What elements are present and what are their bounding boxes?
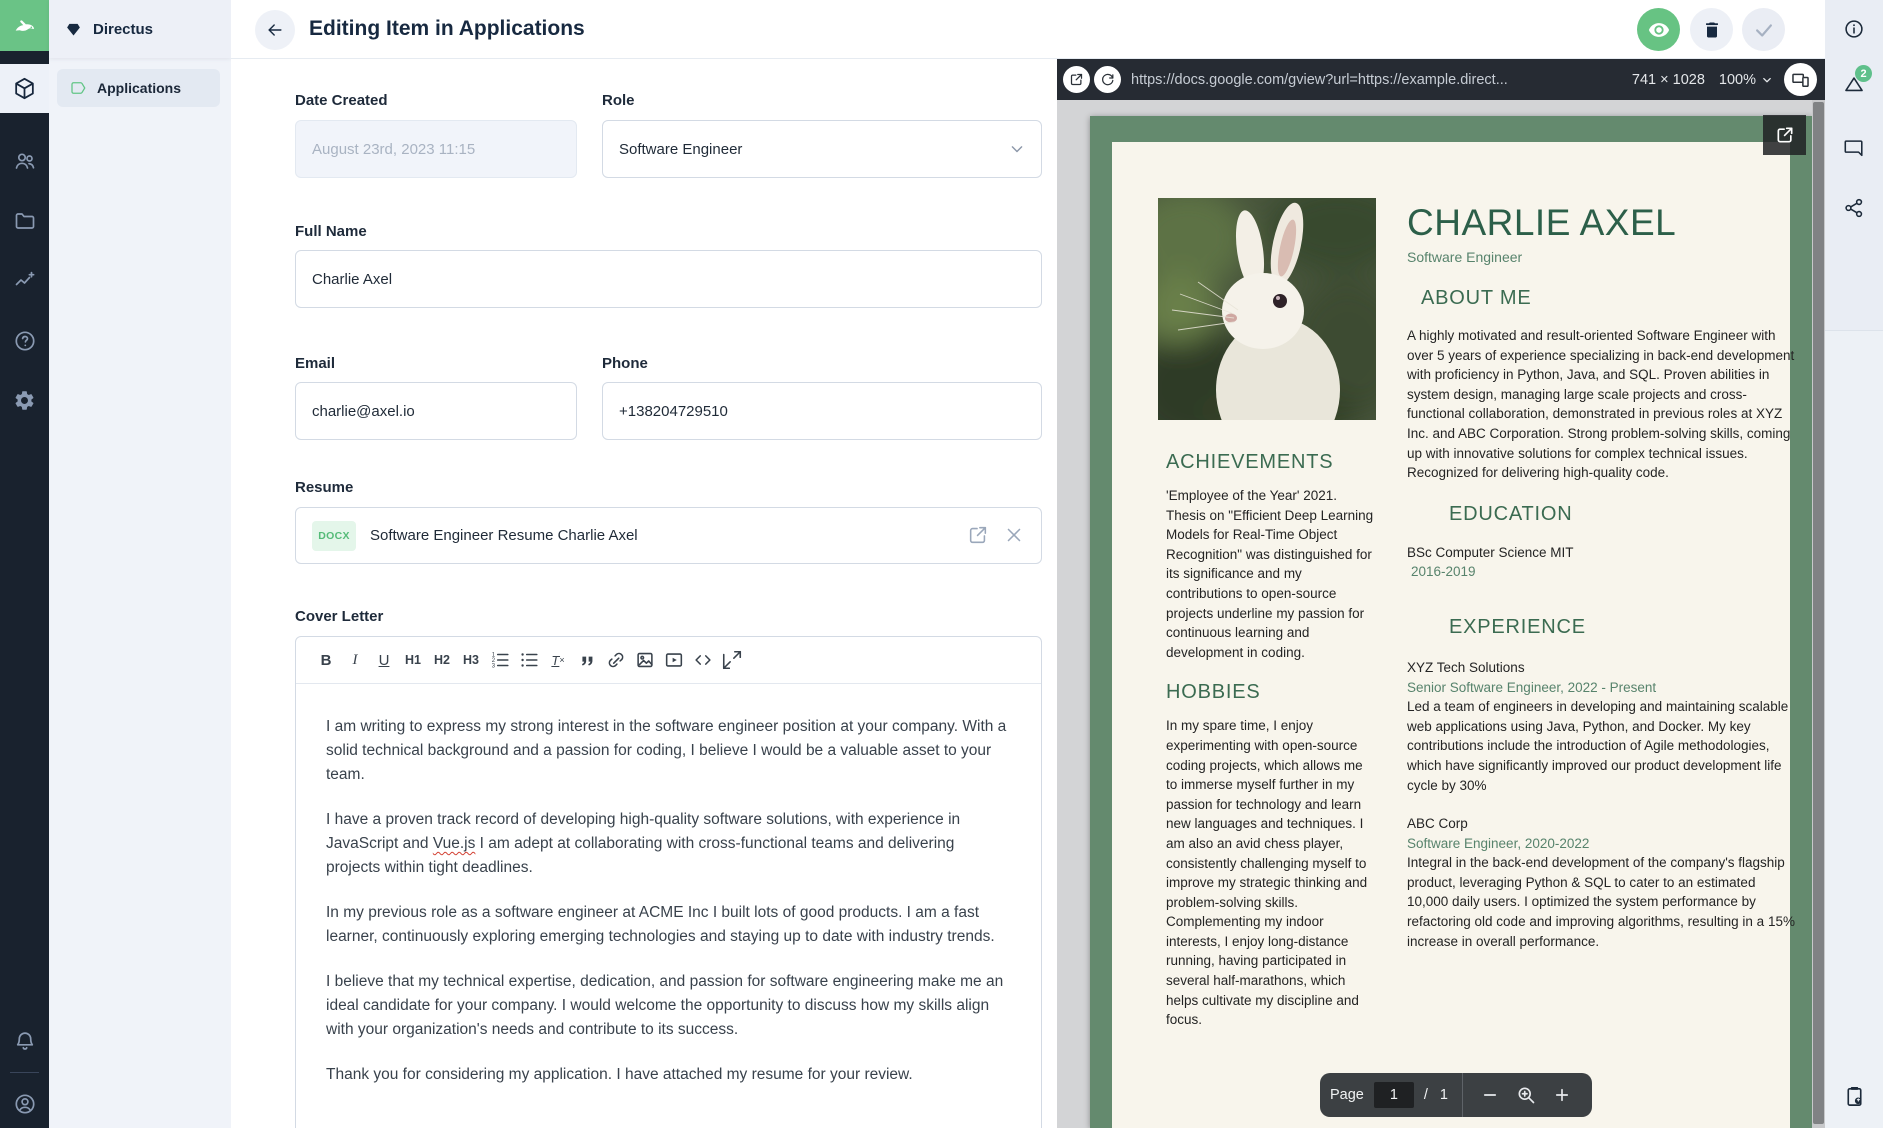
resume-job-title: Software Engineer xyxy=(1407,249,1523,265)
info-icon[interactable] xyxy=(1843,18,1865,40)
collection-tag-icon xyxy=(69,79,87,97)
project-diamond-icon xyxy=(65,21,82,38)
page-header xyxy=(231,0,1825,59)
preview-url-bar xyxy=(1057,59,1825,100)
experience-job xyxy=(1407,658,1799,795)
resume-page-content xyxy=(1112,142,1795,1128)
education-degree: BSc Computer Science MIT xyxy=(1407,544,1574,560)
email-input[interactable] xyxy=(295,382,577,440)
italic-button[interactable]: I xyxy=(343,648,367,672)
job-role-dates: Senior Software Engineer, 2022 - Present xyxy=(1407,679,1657,695)
resume-document-page xyxy=(1090,116,1812,1128)
pagebar-divider xyxy=(1462,1073,1463,1117)
email-label: Email xyxy=(295,355,336,372)
zoom-tool-icon[interactable] xyxy=(1511,1080,1541,1110)
cover-letter-editor xyxy=(295,636,1042,1128)
sidebar-item-applications[interactable] xyxy=(57,69,220,107)
responsive-devices-button[interactable] xyxy=(1784,63,1817,96)
date-created-field xyxy=(295,120,577,178)
phone-label: Phone xyxy=(602,355,648,372)
resume-file-name: Software Engineer Resume Charlie Axel xyxy=(370,527,638,544)
bold-button[interactable]: B xyxy=(314,648,338,672)
job-description: Led a team of engineers in developing and maintaining scalable web applications using Java, Python, and Docker. My key contributions include the introduction of Agile methodologies, which have significantly improved our product development life cycle by 30% xyxy=(1407,699,1789,793)
rabbit-logo-icon xyxy=(11,12,39,40)
job-company: XYZ Tech Solutions xyxy=(1407,659,1525,675)
resume-label: Resume xyxy=(295,479,354,496)
role-select[interactable] xyxy=(602,120,1042,178)
scrollbar-thumb[interactable] xyxy=(1813,102,1824,1124)
video-icon[interactable] xyxy=(662,648,686,672)
module-content[interactable] xyxy=(0,64,49,113)
svg-text:1: 1 xyxy=(491,652,496,659)
zoom-out-icon[interactable] xyxy=(1475,1080,1505,1110)
open-file-icon[interactable] xyxy=(967,524,989,546)
editor-toolbar xyxy=(296,637,1041,684)
job-role-dates: Software Engineer, 2020-2022 xyxy=(1407,835,1590,851)
module-bar-divider xyxy=(10,1072,39,1073)
blockquote-icon[interactable] xyxy=(575,648,599,672)
cover-letter-paragraph: I believe that my technical expertise, dedication, and passion for software engineering make me an ideal candidate for your company. I would welcome the opportunity to discuss how my skills align with your organization's needs and contribute to its success. xyxy=(326,973,1004,1038)
experience-heading: EXPERIENCE xyxy=(1449,615,1586,638)
resume-file-row[interactable] xyxy=(295,507,1042,564)
resume-name: CHARLIE AXEL xyxy=(1407,202,1677,243)
achievements-heading: ACHIEVEMENTS xyxy=(1166,451,1334,473)
chevron-down-icon xyxy=(1760,73,1774,87)
module-settings[interactable] xyxy=(0,376,49,425)
page-title: Editing Item in Applications xyxy=(309,17,585,40)
zoom-level-select[interactable] xyxy=(1719,72,1774,88)
document-viewer xyxy=(1057,100,1825,1128)
date-created-label: Date Created xyxy=(295,92,388,109)
cover-letter-label: Cover Letter xyxy=(295,608,384,625)
refresh-button[interactable] xyxy=(1094,66,1121,93)
page-number-input[interactable]: 1 xyxy=(1374,1082,1414,1108)
revisions-icon[interactable] xyxy=(1843,67,1867,95)
heading3-button[interactable]: H3 xyxy=(459,648,483,672)
ordered-list-icon[interactable] xyxy=(488,648,512,672)
navigation-sidebar xyxy=(49,0,231,1128)
role-value: Software Engineer xyxy=(619,140,743,158)
back-button[interactable] xyxy=(255,10,295,50)
date-created-value: August 23rd, 2023 11:15 xyxy=(312,140,476,158)
link-icon[interactable] xyxy=(604,648,628,672)
delete-button[interactable] xyxy=(1690,8,1733,51)
image-icon[interactable] xyxy=(633,648,657,672)
preview-dimensions: 741 × 1028 xyxy=(1631,71,1705,88)
clear-formatting-icon[interactable]: T × xyxy=(546,648,570,672)
page-label: Page xyxy=(1330,1087,1364,1103)
resume-left-column xyxy=(1158,198,1376,1030)
full-name-value: Charlie Axel xyxy=(312,270,393,288)
sidebar-section-top xyxy=(1825,0,1883,331)
code-icon[interactable] xyxy=(691,648,715,672)
svg-text:3: 3 xyxy=(491,663,496,670)
module-users[interactable] xyxy=(0,136,49,185)
project-header[interactable] xyxy=(49,0,231,58)
preview-button[interactable] xyxy=(1637,8,1680,51)
open-in-new-window-button[interactable] xyxy=(1063,66,1090,93)
cover-letter-paragraph: Thank you for considering my application. I have attached my resume for your review. xyxy=(326,1066,913,1083)
popout-document-button[interactable] xyxy=(1763,115,1806,155)
comments-icon[interactable] xyxy=(1843,137,1865,159)
module-insights[interactable] xyxy=(0,256,49,305)
viewer-scrollbar[interactable] xyxy=(1812,100,1825,1128)
paragraph-text: I have a proven track record of developing high-quality software solutions, with experience in JavaScript and xyxy=(326,811,961,852)
underline-button[interactable]: U xyxy=(372,648,396,672)
zoom-in-icon[interactable] xyxy=(1547,1080,1577,1110)
directus-logo[interactable] xyxy=(0,0,49,51)
item-form xyxy=(231,59,1057,1128)
info-sidebar xyxy=(1825,0,1883,1128)
save-button[interactable] xyxy=(1742,8,1785,51)
docx-file-badge: DOCX xyxy=(312,521,356,551)
role-label: Role xyxy=(602,92,635,109)
share-icon[interactable] xyxy=(1843,197,1865,219)
chevron-down-icon[interactable] xyxy=(1007,139,1027,159)
cover-letter-paragraph xyxy=(326,808,1011,880)
email-value: charlie@axel.io xyxy=(312,402,415,420)
education-heading: EDUCATION xyxy=(1449,502,1573,525)
paragraph-text: I am adept at collaborating with cross-functional teams and delivering projects within tight deadlines. xyxy=(326,835,955,876)
full-name-input[interactable] xyxy=(295,250,1042,308)
experience-job xyxy=(1407,814,1799,951)
bullet-list-icon[interactable] xyxy=(517,648,541,672)
heading2-button[interactable]: H2 xyxy=(430,648,454,672)
phone-input[interactable] xyxy=(602,382,1042,440)
fullscreen-icon[interactable] xyxy=(720,648,744,672)
spellcheck-flagged-word: Vue.js xyxy=(432,835,476,852)
preview-url[interactable]: https://docs.google.com/gview?url=https://example.direct... xyxy=(1131,71,1508,88)
svg-text:2: 2 xyxy=(491,658,496,665)
module-docs-help[interactable] xyxy=(0,316,49,365)
hobbies-text: In my spare time, I enjoy experimenting with open-source coding projects, which allows me to immerse myself further in my passion for technology and learn new languages and techniques. I am also an avid chess player, consistently challenging myself to improve my strategic thinking and problem-solving skills. Complementing my indoor interests, I enjoy long-distance running, having participated in several half-marathons, which helps cultivate my discipline and focus. xyxy=(1166,718,1368,1028)
cover-letter-paragraph: I am writing to express my strong interest in the software engineer position at your company. With a solid technical background and a passion for coding, I believe I would be a valuable asset to your team. xyxy=(326,718,1007,783)
live-preview-drawer xyxy=(1057,59,1825,1128)
achievements-text: 'Employee of the Year' 2021. Thesis on "Efficient Deep Learning Models for Real-Time Object Recognition" was distinguished for its significance and my contributions to open-source projects underline my passion for continuous learning and development in coding. xyxy=(1166,488,1374,660)
rabbit-profile-photo xyxy=(1158,198,1376,420)
cover-letter-text[interactable] xyxy=(296,684,1041,1087)
total-pages: 1 xyxy=(1439,1087,1448,1103)
about-me-heading: ABOUT ME xyxy=(1421,287,1532,309)
page-separator: / xyxy=(1423,1087,1428,1103)
module-files[interactable] xyxy=(0,196,49,245)
phone-value: +138204729510 xyxy=(619,402,728,420)
hobbies-heading: HOBBIES xyxy=(1166,681,1261,704)
sidebar-item-label: Applications xyxy=(97,80,182,96)
job-company: ABC Corp xyxy=(1407,816,1468,832)
education-years: 2016-2019 xyxy=(1411,564,1476,580)
revisions-count-badge: 2 xyxy=(1855,65,1872,82)
user-avatar[interactable] xyxy=(0,1079,49,1128)
cover-letter-paragraph: In my previous role as a software engineer at ACME Inc I built lots of good products. I am a fast learner, continuously exploring emerging technologies and staying up to date with industry trends. xyxy=(326,904,995,945)
module-bar xyxy=(0,0,49,1128)
clipboard-icon[interactable] xyxy=(1843,1085,1865,1107)
heading1-button[interactable]: H1 xyxy=(401,648,425,672)
notifications-bell-icon[interactable] xyxy=(0,1016,49,1065)
zoom-level-value: 100% xyxy=(1718,71,1756,88)
full-name-label: Full Name xyxy=(295,223,367,240)
remove-file-icon[interactable] xyxy=(1003,524,1025,546)
viewer-page-bar xyxy=(1320,1073,1592,1117)
resume-right-column xyxy=(1407,202,1799,951)
about-me-text: A highly motivated and result-oriented Software Engineer with over 5 years of experience specializing in back-end development with proficiency in Python, Java, and SQL. Proven abilities in system design, managing large scale projects and cross-functional collaboration, demonstrated in previous roles at XYZ Inc. and ABC Corporation. Strong problem-solving skills, coming up with innovative solutions for complex technical issues. Recognized for delivering high-quality code. xyxy=(1407,328,1795,481)
job-description: Integral in the back-end development of the company's flagship product, leveraging Python & SQL to cater to an estimated 10,000 daily users. I optimized the system performance by refactoring old code and improving algorithms, resulting in a 15% increase in overall performance. xyxy=(1407,855,1795,949)
project-name: Directus xyxy=(93,20,154,38)
